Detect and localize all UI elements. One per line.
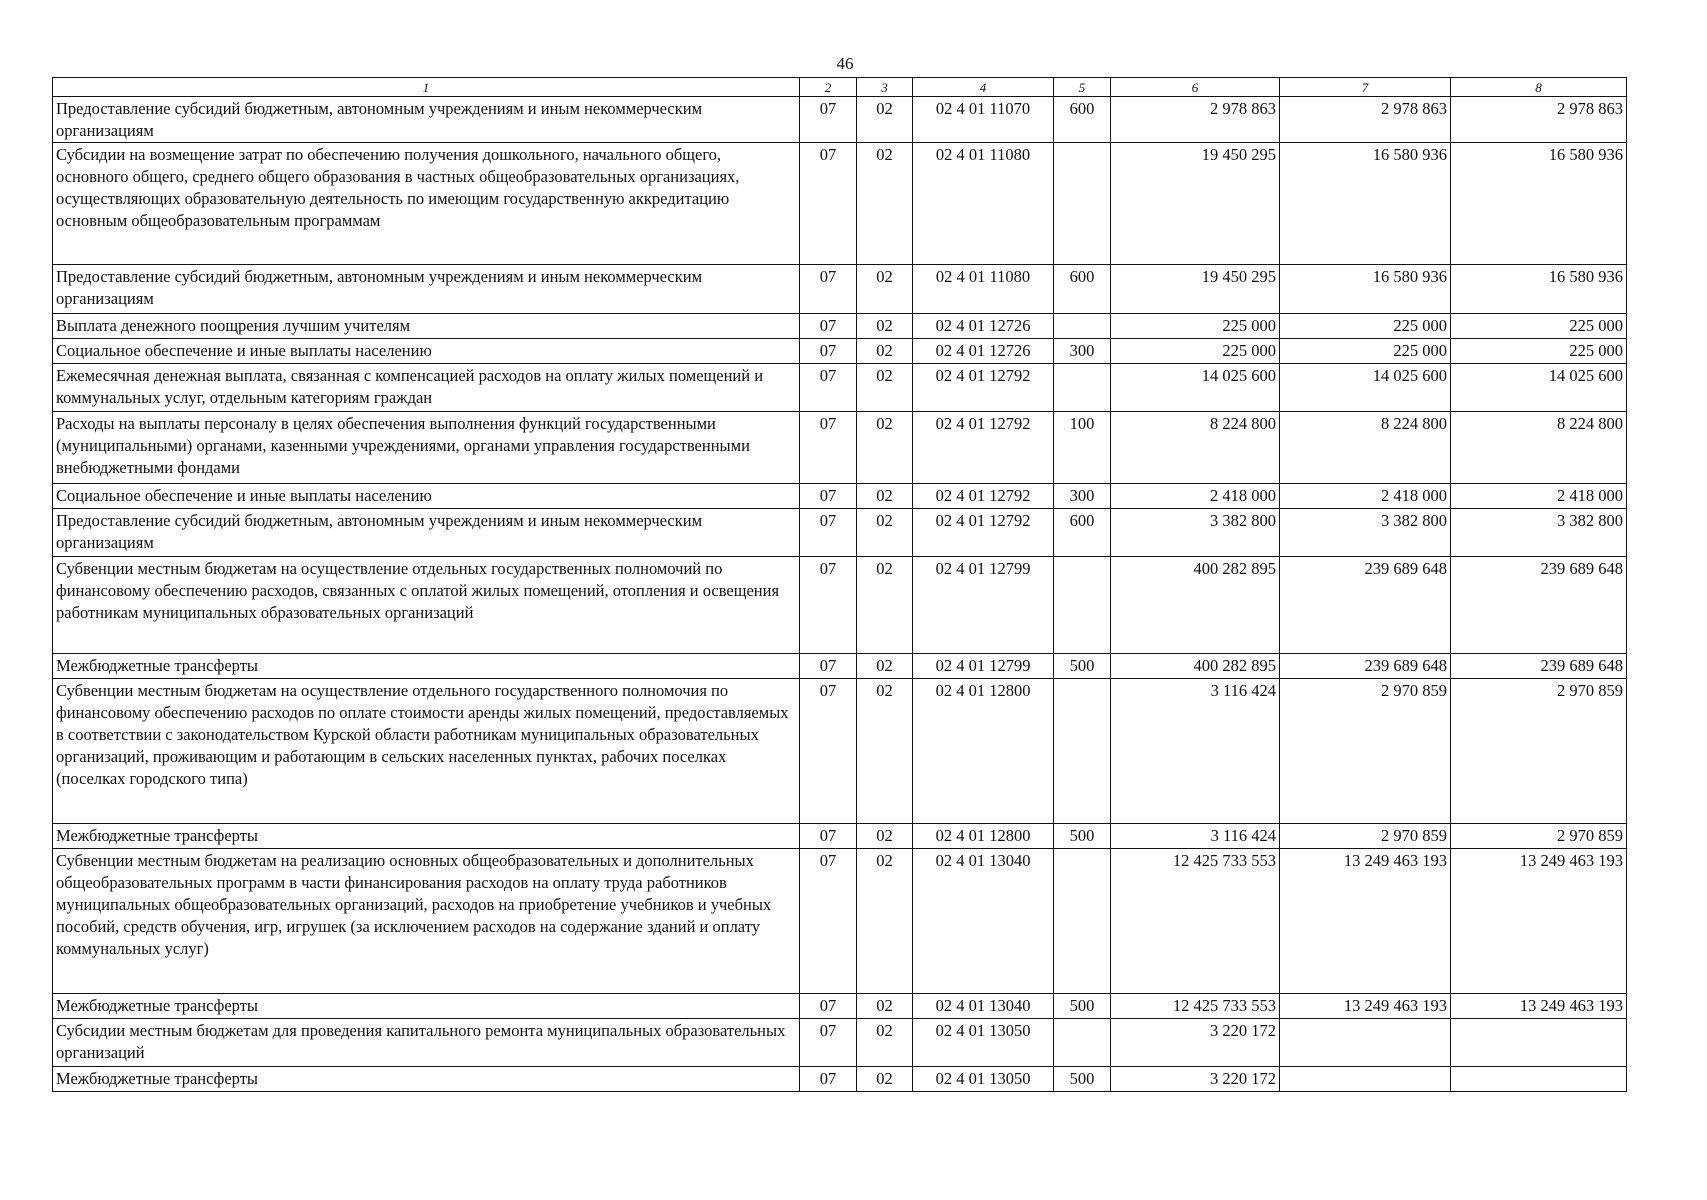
amount-col-7: 2 418 000	[1280, 484, 1451, 509]
section-code: 07	[800, 994, 857, 1019]
amount-col-6: 3 220 172	[1111, 1067, 1280, 1092]
table-row	[53, 1067, 1627, 1092]
column-number: 3	[857, 78, 913, 97]
amount-col-8: 225 000	[1451, 339, 1627, 364]
table-row	[53, 824, 1627, 849]
amount-col-6: 3 116 424	[1111, 824, 1280, 849]
amount-col-6: 3 116 424	[1111, 679, 1280, 824]
table-row	[53, 265, 1627, 314]
subsection-code: 02	[857, 484, 913, 509]
target-article-code: 02 4 01 13040	[913, 994, 1054, 1019]
amount-col-8: 225 000	[1451, 314, 1627, 339]
amount-col-7: 3 382 800	[1280, 509, 1451, 557]
section-code: 07	[800, 314, 857, 339]
amount-col-6: 12 425 733 553	[1111, 849, 1280, 994]
amount-col-8	[1451, 1019, 1627, 1067]
amount-col-7: 13 249 463 193	[1280, 849, 1451, 994]
amount-col-7: 2 970 859	[1280, 679, 1451, 824]
target-article-code: 02 4 01 12726	[913, 314, 1054, 339]
subsection-code: 02	[857, 994, 913, 1019]
expense-name: Субвенции местным бюджетам на осуществление отдельного государственного полномочия по финансовому обеспечению расходов по оплате стоимости аренды жилых помещений, предоставляемых в соответствии с законодательством Курской области работникам муниципальных образовательных организаций, проживающим и работающим в сельских населенных пунктах, рабочих поселках (поселках городского типа)	[53, 679, 800, 824]
expense-name: Межбюджетные трансферты	[53, 994, 800, 1019]
expense-name: Субсидии местным бюджетам для проведения капитального ремонта муниципальных образовательных организаций	[53, 1019, 800, 1067]
amount-col-6: 12 425 733 553	[1111, 994, 1280, 1019]
section-code: 07	[800, 412, 857, 484]
amount-col-7: 8 224 800	[1280, 412, 1451, 484]
target-article-code: 02 4 01 12792	[913, 484, 1054, 509]
target-article-code: 02 4 01 12799	[913, 654, 1054, 679]
expense-type-code	[1054, 364, 1111, 412]
expense-type-code: 300	[1054, 484, 1111, 509]
amount-col-8: 2 970 859	[1451, 679, 1627, 824]
table-row	[53, 412, 1627, 484]
section-code: 07	[800, 143, 857, 265]
target-article-code: 02 4 01 12800	[913, 824, 1054, 849]
amount-col-8: 2 970 859	[1451, 824, 1627, 849]
expense-type-code: 300	[1054, 339, 1111, 364]
expense-type-code: 600	[1054, 265, 1111, 314]
target-article-code: 02 4 01 12792	[913, 412, 1054, 484]
table-row	[53, 679, 1627, 824]
subsection-code: 02	[857, 679, 913, 824]
target-article-code: 02 4 01 12792	[913, 509, 1054, 557]
expense-type-code: 600	[1054, 509, 1111, 557]
column-number: 8	[1451, 78, 1627, 97]
section-code: 07	[800, 509, 857, 557]
amount-col-7: 13 249 463 193	[1280, 994, 1451, 1019]
subsection-code: 02	[857, 1067, 913, 1092]
expense-type-code	[1054, 557, 1111, 654]
target-article-code: 02 4 01 13050	[913, 1019, 1054, 1067]
subsection-code: 02	[857, 143, 913, 265]
amount-col-8: 16 580 936	[1451, 265, 1627, 314]
amount-col-8: 13 249 463 193	[1451, 849, 1627, 994]
amount-col-8: 2 978 863	[1451, 97, 1627, 143]
expense-type-code: 100	[1054, 412, 1111, 484]
amount-col-7: 239 689 648	[1280, 557, 1451, 654]
expense-type-code: 500	[1054, 1067, 1111, 1092]
expense-name: Предоставление субсидий бюджетным, автономным учреждениям и иным некоммерческим организациям	[53, 97, 800, 143]
amount-col-6: 19 450 295	[1111, 143, 1280, 265]
amount-col-6: 400 282 895	[1111, 654, 1280, 679]
subsection-code: 02	[857, 97, 913, 143]
table-row	[53, 143, 1627, 265]
column-number: 7	[1280, 78, 1451, 97]
expense-type-code	[1054, 849, 1111, 994]
page-number: 46	[836, 54, 854, 73]
section-code: 07	[800, 849, 857, 994]
table-row	[53, 654, 1627, 679]
section-code: 07	[800, 1067, 857, 1092]
subsection-code: 02	[857, 364, 913, 412]
expense-name: Ежемесячная денежная выплата, связанная с компенсацией расходов на оплату жилых помещений и коммунальных услуг, отдельным категориям граждан	[53, 364, 800, 412]
section-code: 07	[800, 97, 857, 143]
expense-type-code: 500	[1054, 994, 1111, 1019]
amount-col-6: 14 025 600	[1111, 364, 1280, 412]
section-code: 07	[800, 679, 857, 824]
expense-name: Предоставление субсидий бюджетным, автономным учреждениям и иным некоммерческим организациям	[53, 509, 800, 557]
subsection-code: 02	[857, 824, 913, 849]
amount-col-6: 8 224 800	[1111, 412, 1280, 484]
amount-col-6: 225 000	[1111, 339, 1280, 364]
amount-col-7: 225 000	[1280, 339, 1451, 364]
expense-name: Социальное обеспечение и иные выплаты населению	[53, 484, 800, 509]
amount-col-6: 2 418 000	[1111, 484, 1280, 509]
table-row	[53, 364, 1627, 412]
table-row	[53, 849, 1627, 994]
amount-col-8: 2 418 000	[1451, 484, 1627, 509]
expense-type-code	[1054, 1019, 1111, 1067]
section-code: 07	[800, 339, 857, 364]
amount-col-8	[1451, 1067, 1627, 1092]
amount-col-6: 225 000	[1111, 314, 1280, 339]
section-code: 07	[800, 824, 857, 849]
section-code: 07	[800, 1019, 857, 1067]
section-code: 07	[800, 364, 857, 412]
amount-col-7: 16 580 936	[1280, 265, 1451, 314]
amount-col-7: 14 025 600	[1280, 364, 1451, 412]
expense-type-code: 600	[1054, 97, 1111, 143]
table-row	[53, 339, 1627, 364]
amount-col-7	[1280, 1019, 1451, 1067]
expense-type-code: 500	[1054, 824, 1111, 849]
target-article-code: 02 4 01 11080	[913, 265, 1054, 314]
amount-col-8: 3 382 800	[1451, 509, 1627, 557]
expense-type-code	[1054, 679, 1111, 824]
target-article-code: 02 4 01 12800	[913, 679, 1054, 824]
target-article-code: 02 4 01 12792	[913, 364, 1054, 412]
table-row	[53, 509, 1627, 557]
section-code: 07	[800, 484, 857, 509]
subsection-code: 02	[857, 265, 913, 314]
expense-name: Субсидии на возмещение затрат по обеспечению получения дошкольного, начального общего, основного общего, среднего общего образования в частных общеобразовательных организациях, осуществляющих образовательную деятельность по имеющим государственную аккредитацию основным общеобразовательным программам	[53, 143, 800, 265]
table-row	[53, 484, 1627, 509]
amount-col-6: 3 220 172	[1111, 1019, 1280, 1067]
expense-name: Расходы на выплаты персоналу в целях обеспечения выполнения функций государственными (муниципальными) органами, казенными учреждениями, органами управления государственными внебюджетными фондами	[53, 412, 800, 484]
target-article-code: 02 4 01 13040	[913, 849, 1054, 994]
target-article-code: 02 4 01 13050	[913, 1067, 1054, 1092]
column-number: 4	[913, 78, 1054, 97]
target-article-code: 02 4 01 12799	[913, 557, 1054, 654]
section-code: 07	[800, 654, 857, 679]
amount-col-8: 13 249 463 193	[1451, 994, 1627, 1019]
column-number: 1	[53, 78, 800, 97]
subsection-code: 02	[857, 557, 913, 654]
subsection-code: 02	[857, 314, 913, 339]
amount-col-8: 14 025 600	[1451, 364, 1627, 412]
table-row	[53, 97, 1627, 143]
column-number: 2	[800, 78, 857, 97]
subsection-code: 02	[857, 1019, 913, 1067]
subsection-code: 02	[857, 509, 913, 557]
expense-type-code: 500	[1054, 654, 1111, 679]
amount-col-7: 239 689 648	[1280, 654, 1451, 679]
target-article-code: 02 4 01 11070	[913, 97, 1054, 143]
subsection-code: 02	[857, 849, 913, 994]
amount-col-8: 8 224 800	[1451, 412, 1627, 484]
budget-table	[52, 77, 1627, 1092]
subsection-code: 02	[857, 654, 913, 679]
amount-col-8: 239 689 648	[1451, 654, 1627, 679]
expense-type-code	[1054, 314, 1111, 339]
expense-name: Субвенции местным бюджетам на осуществление отдельных государственных полномочий по финансовому обеспечению расходов, связанных с оплатой жилых помещений, отопления и освещения работникам муниципальных образовательных организаций	[53, 557, 800, 654]
amount-col-8: 16 580 936	[1451, 143, 1627, 265]
table-row	[53, 557, 1627, 654]
subsection-code: 02	[857, 339, 913, 364]
amount-col-6: 2 978 863	[1111, 97, 1280, 143]
target-article-code: 02 4 01 11080	[913, 143, 1054, 265]
expense-name: Межбюджетные трансферты	[53, 654, 800, 679]
subsection-code: 02	[857, 412, 913, 484]
amount-col-7: 2 978 863	[1280, 97, 1451, 143]
table-row	[53, 314, 1627, 339]
amount-col-7: 225 000	[1280, 314, 1451, 339]
expense-name: Предоставление субсидий бюджетным, автономным учреждениям и иным некоммерческим организациям	[53, 265, 800, 314]
table-row	[53, 1019, 1627, 1067]
amount-col-7: 2 970 859	[1280, 824, 1451, 849]
section-code: 07	[800, 557, 857, 654]
expense-name: Межбюджетные трансферты	[53, 824, 800, 849]
amount-col-6: 3 382 800	[1111, 509, 1280, 557]
column-number-row	[53, 78, 1627, 97]
amount-col-6: 400 282 895	[1111, 557, 1280, 654]
amount-col-6: 19 450 295	[1111, 265, 1280, 314]
expense-name: Выплата денежного поощрения лучшим учителям	[53, 314, 800, 339]
expense-name: Социальное обеспечение и иные выплаты населению	[53, 339, 800, 364]
column-number: 6	[1111, 78, 1280, 97]
amount-col-7	[1280, 1067, 1451, 1092]
expense-type-code	[1054, 143, 1111, 265]
amount-col-8: 239 689 648	[1451, 557, 1627, 654]
column-number: 5	[1054, 78, 1111, 97]
target-article-code: 02 4 01 12726	[913, 339, 1054, 364]
table-row	[53, 994, 1627, 1019]
expense-name: Субвенции местным бюджетам на реализацию основных общеобразовательных и дополнительных общеобразовательных программ в части финансирования расходов на оплату труда работников муниципальных общеобразовательных организаций, расходов на приобретение учебников и учебных пособий, средств обучения, игр, игрушек (за исключением расходов на содержание зданий и оплату коммунальных услуг)	[53, 849, 800, 994]
section-code: 07	[800, 265, 857, 314]
amount-col-7: 16 580 936	[1280, 143, 1451, 265]
expense-name: Межбюджетные трансферты	[53, 1067, 800, 1092]
